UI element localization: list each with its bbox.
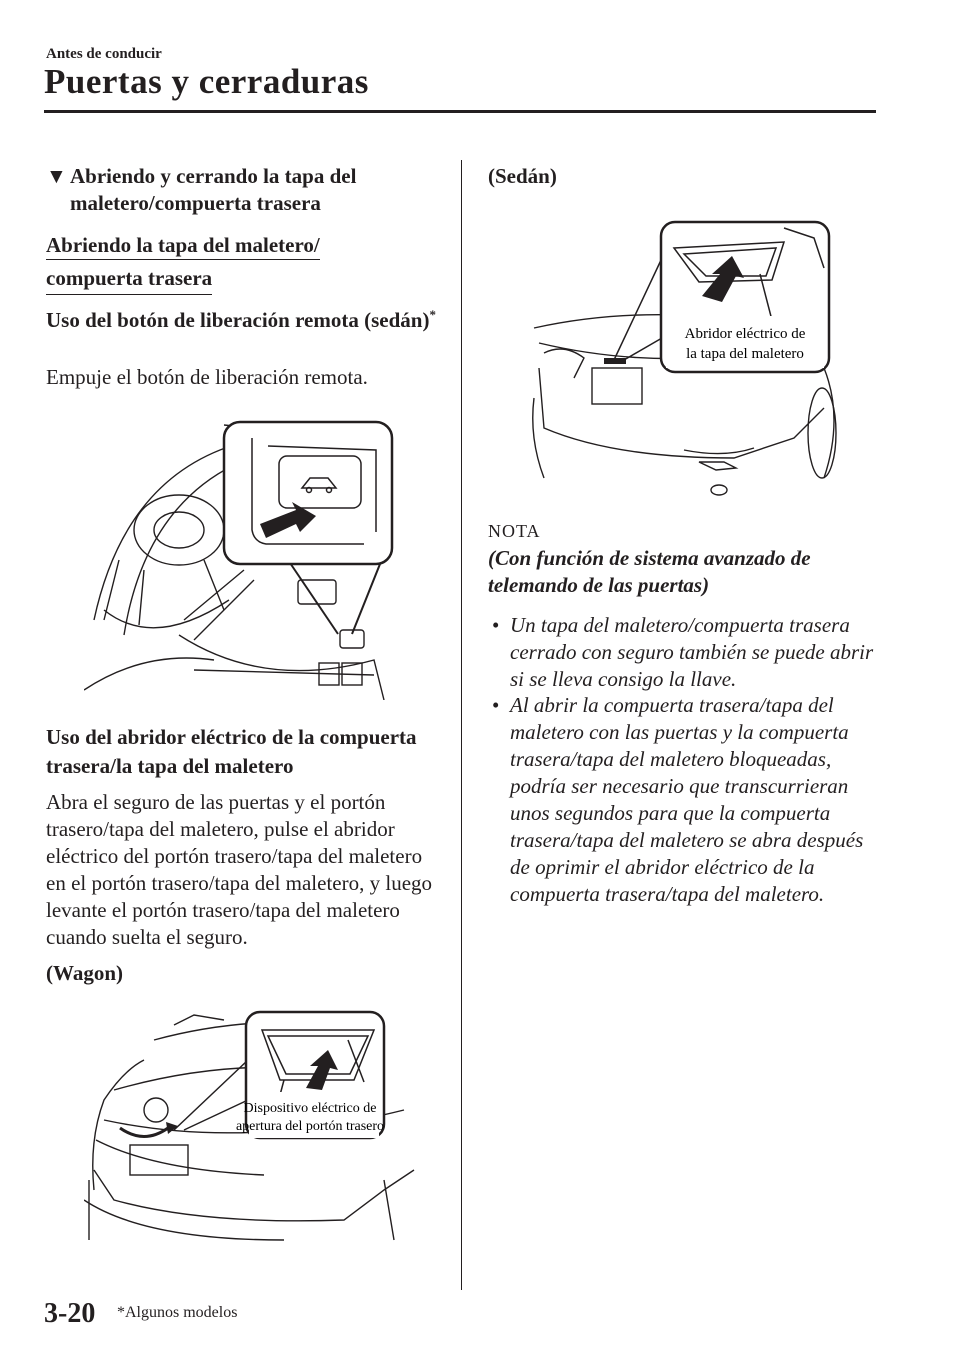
note-item (492, 692, 882, 908)
section-heading-text: Abriendo y cerrando la tapa del maletero/compuerta trasera (70, 164, 357, 215)
wagon-label: (Wagon) (46, 961, 124, 985)
note-item (492, 612, 882, 693)
sedan-callout-line2: la tapa del maletero (686, 346, 804, 362)
electric-opener-heading: Uso del abridor eléctrico de la compuerta trasera/la tapa del maletero (46, 725, 417, 778)
sedan-label: (Sedán) (488, 164, 557, 188)
triangle-bullet-icon: ▼ (46, 164, 67, 188)
subsection-heading (46, 232, 446, 295)
subsection-heading-line1: Abriendo la tapa del maletero/ (46, 233, 320, 260)
note-item-text: Un tapa del maletero/compuerta trasera cerrado con seguro también se puede abrir si se lleva consigo la llave. (510, 613, 874, 691)
electric-opener-instruction: Abra el seguro de las puertas y el portón trasero/tapa del maletero, pulse el abridor eléctrico del portón trasero/tapa del maletero en el portón trasero/tapa del maletero, y luego levante el portón trasero/tapa del maletero cuando suelta el seguro. (46, 790, 433, 949)
wagon-callout-line2: apertura del portón trasero (235, 1119, 385, 1134)
remote-release-heading-text: Uso del botón de liberación remota (sedán) (46, 308, 430, 332)
subsection-heading-line2: compuerta trasera (46, 265, 212, 295)
remote-release-instruction: Empuje el botón de liberación remota. (46, 365, 368, 389)
page-number: 3-20 (44, 1298, 96, 1329)
note-title: NOTA (488, 521, 541, 541)
page-title: Puertas y cerraduras (44, 62, 369, 101)
dashboard-release-button-illustration (84, 420, 464, 700)
section-heading (46, 163, 446, 217)
section-label: Antes de conducir (46, 46, 162, 62)
wagon-callout-line1: Dispositivo eléctrico de (243, 1101, 377, 1116)
note-subtitle: (Con función de sistema avanzado de telemando de las puertas) (488, 546, 811, 597)
note-item-text: Al abrir la compuerta trasera/tapa del maletero con las puertas y la compuerta trasera/tapa del maletero bloqueadas, podría ser necesario que transcurrieran unos segundos para que la compuerta trasera/tapa del maletero se abra después de oprimir el abridor eléctrico de la compuerta trasera/tapa del maletero. (510, 693, 864, 906)
bullet-icon: • (492, 613, 500, 637)
sedan-callout-line1: Abridor eléctrico de (684, 326, 806, 342)
bullet-icon: • (492, 693, 500, 717)
footnote: *Algunos modelos (117, 1304, 238, 1321)
sedan-opener-illustration (524, 218, 844, 508)
remote-release-heading (46, 299, 446, 336)
title-rule (44, 110, 876, 113)
wagon-opener-illustration (84, 1000, 464, 1250)
optional-mark: * (429, 307, 436, 322)
